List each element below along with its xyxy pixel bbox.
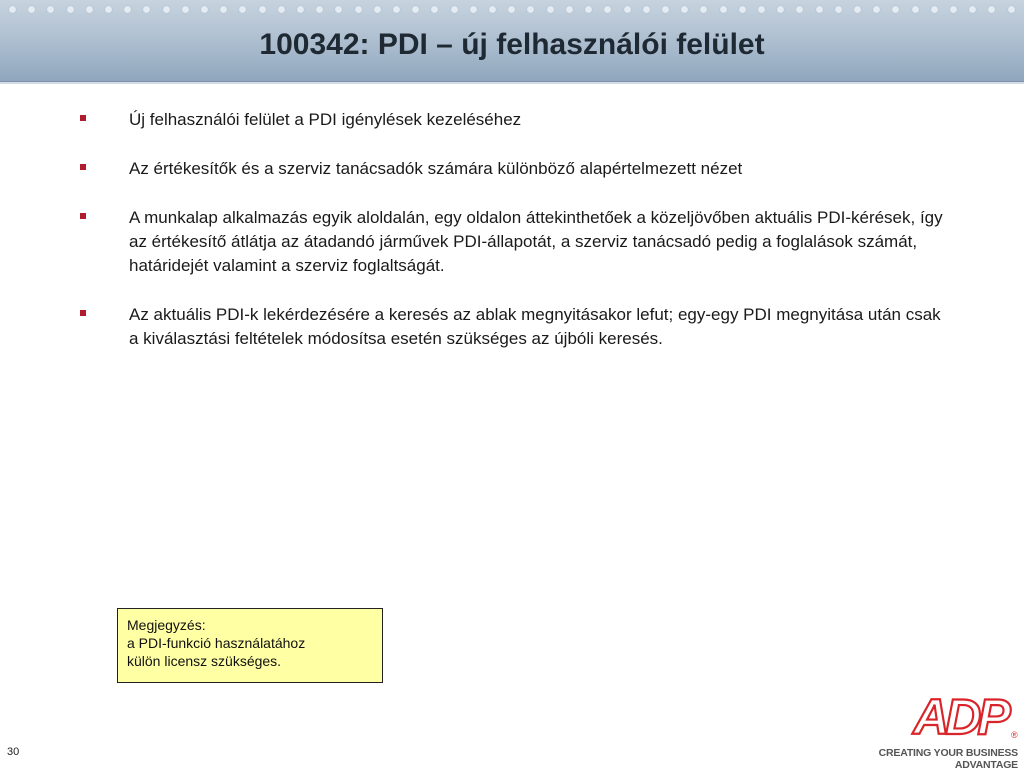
dot-icon <box>988 6 995 13</box>
square-bullet-icon <box>80 213 86 219</box>
dot-icon <box>374 6 381 13</box>
note-heading: Megjegyzés: <box>127 617 206 633</box>
dot-icon <box>547 6 554 13</box>
title-bar <box>0 0 1024 82</box>
registered-mark-icon: ® <box>1011 730 1018 740</box>
dot-icon <box>9 6 16 13</box>
bullet-text: Új felhasználói felület a PDI igénylések kezeléséhez <box>129 110 522 129</box>
header-divider <box>0 82 1024 84</box>
adp-logo-text: ADP <box>913 690 1007 740</box>
page-number: 30 <box>7 746 20 758</box>
dot-icon <box>912 6 919 13</box>
license-note-box <box>117 608 383 683</box>
dot-icon <box>47 6 54 13</box>
dot-icon <box>662 6 669 13</box>
dot-icon <box>508 6 515 13</box>
dot-icon <box>854 6 861 13</box>
dot-icon <box>335 6 342 13</box>
dot-icon <box>86 6 93 13</box>
bullet-text: Az aktuális PDI-k lekérdezésére a keresés az ablak megnyitásakor lefut; egy-egy PDI megnyitása után csak a kiválasztási feltételek módosítsa esetén szükséges az újbóli keresés. <box>129 305 941 348</box>
dot-icon <box>431 6 438 13</box>
dot-icon <box>355 6 362 13</box>
square-bullet-icon <box>80 310 86 316</box>
dot-icon <box>758 6 765 13</box>
dot-icon <box>796 6 803 13</box>
bullet-list <box>80 108 960 376</box>
dot-icon <box>643 6 650 13</box>
bullet-text: A munkalap alkalmazás egyik aloldalán, egy oldalon áttekinthetőek a közeljövőben aktuális PDI-kérések, így az értékesítő átlátja az átadandó járművek PDI-állapotát, a szerviz tanácsadó pedig a foglalások számát, határidejét valamint a szerviz foglaltságát. <box>129 208 943 275</box>
dot-icon <box>143 6 150 13</box>
dot-icon <box>182 6 189 13</box>
dot-icon <box>835 6 842 13</box>
dot-icon <box>527 6 534 13</box>
adp-logo <box>910 690 1018 740</box>
dot-icon <box>739 6 746 13</box>
dot-icon <box>278 6 285 13</box>
brand-tagline: CREATING YOUR BUSINESS ADVANTAGE <box>878 747 1018 768</box>
dot-icon <box>720 6 727 13</box>
dot-icon <box>28 6 35 13</box>
dot-icon <box>220 6 227 13</box>
dot-icon <box>624 6 631 13</box>
dot-icon <box>470 6 477 13</box>
dot-icon <box>873 6 880 13</box>
dot-icon <box>163 6 170 13</box>
dot-icon <box>681 6 688 13</box>
dot-icon <box>297 6 304 13</box>
bullet-item <box>80 206 960 278</box>
square-bullet-icon <box>80 164 86 170</box>
dot-icon <box>777 6 784 13</box>
bullet-item <box>80 108 960 132</box>
dot-icon <box>489 6 496 13</box>
dot-icon <box>105 6 112 13</box>
dot-icon <box>412 6 419 13</box>
dot-icon <box>67 6 74 13</box>
dot-icon <box>950 6 957 13</box>
bullet-item <box>80 303 960 351</box>
square-bullet-icon <box>80 115 86 121</box>
dot-icon <box>700 6 707 13</box>
dot-icon <box>969 6 976 13</box>
slide-title: 100342: PDI – új felhasználói felület <box>259 28 765 61</box>
dot-icon <box>239 6 246 13</box>
note-line: külön licensz szükséges. <box>127 653 282 669</box>
decorative-dot-row <box>0 0 1024 18</box>
dot-icon <box>316 6 323 13</box>
dot-icon <box>201 6 208 13</box>
dot-icon <box>892 6 899 13</box>
dot-icon <box>585 6 592 13</box>
dot-icon <box>566 6 573 13</box>
note-line: a PDI-funkció használatához <box>127 635 306 651</box>
dot-icon <box>604 6 611 13</box>
dot-icon <box>393 6 400 13</box>
bullet-item <box>80 157 960 181</box>
dot-icon <box>931 6 938 13</box>
dot-icon <box>259 6 266 13</box>
bullet-text: Az értékesítők és a szerviz tanácsadók számára különböző alapértelmezett nézet <box>129 159 743 178</box>
dot-icon <box>1008 6 1015 13</box>
dot-icon <box>816 6 823 13</box>
dot-icon <box>451 6 458 13</box>
dot-icon <box>124 6 131 13</box>
